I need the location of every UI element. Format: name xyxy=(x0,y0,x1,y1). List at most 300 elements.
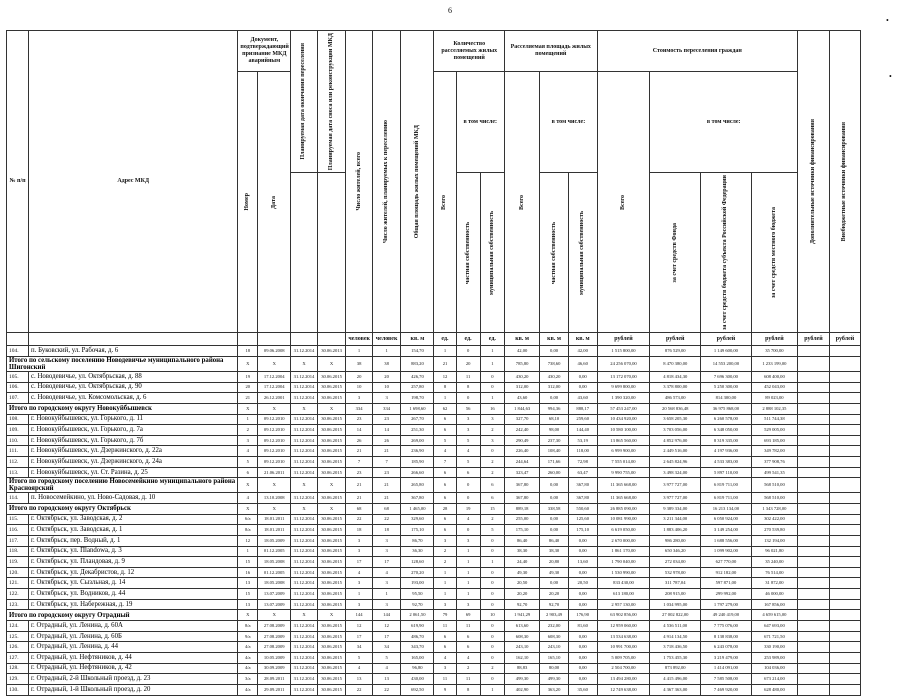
row-cell: 10 xyxy=(480,610,504,621)
row-cell: 19 xyxy=(238,371,258,382)
row-cell: 0 xyxy=(480,382,504,393)
row-cell: 30.06.2015 xyxy=(317,514,346,525)
row-cell: 42,00 xyxy=(505,346,540,357)
subtotal-label: Итого по городскому округу Новокуйбышевск xyxy=(7,403,238,414)
row-cell: 4 xyxy=(238,493,258,504)
row-cell xyxy=(798,557,830,568)
row-cell: 257,80 xyxy=(401,382,434,393)
subtotal-label: Итого по городскому поселению Новосемейкино муниципального района Красноярский xyxy=(7,478,238,493)
row-cell: 30.06.2015 xyxy=(317,589,346,600)
row-number: 115. xyxy=(7,514,29,525)
row-cell: 6 xyxy=(456,467,480,478)
header-count-in-that: в том числе: xyxy=(456,72,505,173)
row-cell: 35,60 xyxy=(568,684,597,695)
row-cell: 14 xyxy=(346,425,372,436)
row-cell: 13 172 070,00 xyxy=(597,371,650,382)
row-cell: 627 770,00 xyxy=(701,557,752,568)
header-cost-in-that: в том числе: xyxy=(650,72,798,173)
row-cell: 144 xyxy=(372,610,401,621)
row-cell: 80,00 xyxy=(540,663,569,674)
row-cell: 4 xyxy=(434,652,456,663)
row-cell: 56 xyxy=(456,403,480,414)
row-cell: 17 xyxy=(372,631,401,642)
row-cell: 31.12.2014 xyxy=(291,535,317,546)
row-cell xyxy=(798,493,830,504)
row-cell: 7 xyxy=(434,457,456,468)
row-cell: 3 xyxy=(434,663,456,674)
row-cell: 532 978,00 xyxy=(650,567,701,578)
row-cell: 0 xyxy=(480,446,504,457)
row-cell: 63,47 xyxy=(568,467,597,478)
row-number: 120. xyxy=(7,567,29,578)
row-cell: 30.06.2015 xyxy=(317,467,346,478)
row-cell: 334 xyxy=(346,403,372,414)
row-cell: 0 xyxy=(456,393,480,404)
row-cell: 7 775 076,00 xyxy=(701,621,752,632)
unit-cell: рублей xyxy=(597,333,650,346)
row-cell: 30.06.2015 xyxy=(317,642,346,653)
header-extra-sources: Дополнительные источники финансирования xyxy=(810,119,816,245)
row-cell: 0 xyxy=(456,478,480,493)
row-number: 107. xyxy=(7,393,29,404)
row-cell: 1 xyxy=(456,557,480,568)
row-cell: 1 xyxy=(346,346,372,357)
row-cell xyxy=(798,567,830,578)
row-cell: 0 xyxy=(480,535,504,546)
header-area-total-resettle: Всего xyxy=(518,194,525,210)
row-cell: 251,30 xyxy=(401,425,434,436)
row-number: 111. xyxy=(7,446,29,457)
row-cell: 144 xyxy=(346,610,372,621)
row-cell: 30.06.2015 xyxy=(317,446,346,457)
row-cell: 1 xyxy=(480,557,504,568)
row-address: г. Новокуйбышевск, ул. Дзержинского, д. 22а xyxy=(29,446,238,457)
row-cell: 0 xyxy=(480,631,504,642)
row-cell xyxy=(798,457,830,468)
header-planned-demolish: Планируемая дата сноса или реконструкции МКД xyxy=(328,33,335,171)
row-cell: 10 991 700,00 xyxy=(597,642,650,653)
header-doc-group: Документ, подтверждающий признание МКД аварийным xyxy=(238,31,291,72)
row-cell: 14 553 200,00 xyxy=(701,356,752,371)
row-cell: 7 469 920,00 xyxy=(701,684,752,695)
row-cell: 2 061,50 xyxy=(401,610,434,621)
header-cost-total: Всего xyxy=(619,194,626,210)
table-row xyxy=(7,642,861,653)
row-cell: 18 xyxy=(346,525,372,536)
row-cell: 265,80 xyxy=(401,478,434,493)
subtotal-label: Итого по сельскому поселению Новодевичье муниципального района Шигонский xyxy=(7,356,238,371)
row-cell: 19 xyxy=(456,504,480,515)
row-cell: 7 555 014,00 xyxy=(597,457,650,468)
header-cost-group: Стоимость переселения граждан xyxy=(597,31,797,72)
row-cell: 10 434 920,00 xyxy=(597,414,650,425)
row-cell: 23 xyxy=(346,414,372,425)
row-cell: 4 xyxy=(238,446,258,457)
row-cell: 38 xyxy=(372,356,401,371)
row-cell: 31.12.2014 xyxy=(291,599,317,610)
row-cell: 1 797 279,00 xyxy=(701,599,752,610)
row-cell: 96 021,80 xyxy=(751,546,797,557)
row-number: 106. xyxy=(7,382,29,393)
row-cell: 5 xyxy=(434,435,456,446)
row-cell: X xyxy=(258,504,291,515)
row-cell: 0 xyxy=(480,674,504,685)
row-cell: 0,00 xyxy=(568,567,597,578)
row-cell: 4 xyxy=(434,446,456,457)
row-cell: 613 180,00 xyxy=(597,589,650,600)
row-cell: 5 xyxy=(372,652,401,663)
row-cell: 30.06.2015 xyxy=(317,457,346,468)
row-cell: 11 xyxy=(434,621,456,632)
row-cell: 0 xyxy=(480,578,504,589)
row-cell: 11 365 668,00 xyxy=(597,478,650,493)
row-cell xyxy=(829,578,860,589)
row-cell: 21 xyxy=(238,393,258,404)
row-cell: 5 xyxy=(456,435,480,446)
row-cell: 2 xyxy=(434,557,456,568)
row-cell: 0,00 xyxy=(540,525,569,536)
table-row xyxy=(7,663,861,674)
row-cell: 4 852 976,00 xyxy=(650,435,701,446)
row-cell: 31.12.2014 xyxy=(291,684,317,695)
row-cell: 53,19 xyxy=(568,435,597,446)
row-cell: 311 787,04 xyxy=(650,578,701,589)
row-cell: 20 xyxy=(346,371,372,382)
row-cell: 3 xyxy=(456,425,480,436)
header-count-private: частная собственность xyxy=(464,221,471,284)
row-cell: 118,00 xyxy=(568,446,597,457)
row-cell: 104 036,00 xyxy=(751,663,797,674)
row-cell: 1 233 199,00 xyxy=(751,356,797,371)
row-cell: 6 xyxy=(480,478,504,493)
row-cell: 1 465,00 xyxy=(401,504,434,515)
row-number: 123. xyxy=(7,599,29,610)
row-cell: 1 xyxy=(434,589,456,600)
row-cell: 3 xyxy=(238,435,258,446)
row-cell: 68 xyxy=(372,504,401,515)
row-cell: 5 xyxy=(238,457,258,468)
table-row xyxy=(7,621,861,632)
row-cell: 16 xyxy=(480,403,504,414)
row-cell: 367,80 xyxy=(505,493,540,504)
row-cell: X xyxy=(317,403,346,414)
row-cell: 20,20 xyxy=(540,589,569,600)
row-cell: 6 xyxy=(238,467,258,478)
row-address: с. Новодевичье, ул. Октябрьская, д. 90 xyxy=(29,382,238,393)
row-cell xyxy=(798,382,830,393)
header-count-group: Количество расселяемых жилых помещений xyxy=(434,31,505,72)
row-cell: 38,30 xyxy=(505,546,540,557)
row-cell: 20 568 836,48 xyxy=(650,403,701,414)
row-cell: 3/а xyxy=(238,674,258,685)
row-cell: X xyxy=(238,478,258,493)
row-cell: 6 050 924,00 xyxy=(701,514,752,525)
table-row xyxy=(7,631,861,642)
row-cell: 175,10 xyxy=(505,525,540,536)
row-number: 129. xyxy=(7,674,29,685)
row-cell: 76 514,00 xyxy=(751,567,797,578)
subtotal-row xyxy=(7,403,861,414)
row-cell: 17 xyxy=(346,631,372,642)
row-cell: 1 941,29 xyxy=(505,610,540,621)
row-cell xyxy=(798,514,830,525)
row-cell: 68 xyxy=(346,504,372,515)
row-cell xyxy=(798,652,830,663)
row-cell: 198,70 xyxy=(401,393,434,404)
row-cell xyxy=(798,356,830,371)
row-cell: 5 xyxy=(480,525,504,536)
row-cell: 21 xyxy=(346,493,372,504)
row-cell: 2 xyxy=(456,663,480,674)
row-cell: 12 xyxy=(238,535,258,546)
row-cell: X xyxy=(317,478,346,493)
row-number: 109. xyxy=(7,425,29,436)
row-cell: 09.12.2010 xyxy=(258,425,291,436)
table-row xyxy=(7,567,861,578)
row-cell: 334 xyxy=(372,403,401,414)
row-cell xyxy=(829,371,860,382)
row-address: г. Октябрьск, ул. Декабристов, д. 12 xyxy=(29,567,238,578)
header-doc-date: Дата xyxy=(270,195,277,209)
row-cell: X xyxy=(258,356,291,371)
row-cell: 31.12.2014 xyxy=(291,525,317,536)
row-cell: 26 xyxy=(372,435,401,446)
table-row xyxy=(7,493,861,504)
row-cell: 31 872,00 xyxy=(751,578,797,589)
row-cell: X xyxy=(291,403,317,414)
row-cell: 27.08.2009 xyxy=(258,642,291,653)
row-cell: 486 573,00 xyxy=(650,393,701,404)
row-cell: 270,20 xyxy=(401,567,434,578)
row-cell: 0,00 xyxy=(540,393,569,404)
row-cell: 888,17 xyxy=(568,403,597,414)
row-cell: 24 256 070,00 xyxy=(597,356,650,371)
row-cell: 4 xyxy=(346,663,372,674)
row-cell: 3 xyxy=(372,535,401,546)
row-cell: 3 xyxy=(372,393,401,404)
row-number: 108. xyxy=(7,414,29,425)
subtotal-label: Итого по городскому округу Октябрьск xyxy=(7,504,238,515)
row-cell: 95,50 xyxy=(401,589,434,600)
row-cell: X xyxy=(291,610,317,621)
row-cell: 35 700,00 xyxy=(751,346,797,357)
row-cell: 30.06.2015 xyxy=(317,382,346,393)
row-address: г. Октябрьск, ул. Водников, д. 44 xyxy=(29,589,238,600)
row-cell: 883,20 xyxy=(401,356,434,371)
unit-cell: рублей xyxy=(751,333,797,346)
row-cell: 4 536 511,00 xyxy=(650,621,701,632)
row-cell: 10.05.2009 xyxy=(258,652,291,663)
row-cell: 21.06.2011 xyxy=(258,467,291,478)
row-cell: 7 xyxy=(346,457,372,468)
row-cell: X xyxy=(317,356,346,371)
row-cell: 237,30 xyxy=(540,435,569,446)
row-cell: 0 xyxy=(480,642,504,653)
row-number: 112. xyxy=(7,457,29,468)
header-cost-subject: за счет средств бюджета субъекта Российской Федерации xyxy=(722,175,729,331)
row-cell: 1 xyxy=(456,567,480,578)
row-cell: 30.06.2015 xyxy=(317,414,346,425)
row-cell: 0,00 xyxy=(568,631,597,642)
row-cell: 13 534 638,00 xyxy=(597,631,650,642)
header-area-municipal: муниципальная собственность xyxy=(579,210,586,295)
row-cell: 35 240,00 xyxy=(751,557,797,568)
row-cell: 876 529,00 xyxy=(650,346,701,357)
row-cell: 4 xyxy=(346,567,372,578)
row-cell: 17 xyxy=(346,557,372,568)
row-cell: 11 xyxy=(456,371,480,382)
row-cell xyxy=(829,684,860,695)
row-cell xyxy=(798,642,830,653)
row-cell: 30.06.2015 xyxy=(317,525,346,536)
row-cell: 46,60 xyxy=(568,356,597,371)
row-cell: 31.12.2014 xyxy=(291,631,317,642)
row-cell: 363,20 xyxy=(540,684,569,695)
row-cell: 3 xyxy=(480,435,504,446)
row-cell: 2 957 130,00 xyxy=(597,599,650,610)
row-cell: 30.06.2015 xyxy=(317,546,346,557)
row-cell: 8/а xyxy=(238,621,258,632)
row-cell: 426,70 xyxy=(401,371,434,382)
row-cell: 144,40 xyxy=(568,425,597,436)
row-cell: 86,40 xyxy=(540,535,569,546)
row-cell: 3 xyxy=(372,599,401,610)
row-cell: 6 xyxy=(434,642,456,653)
row-cell: 671 721,50 xyxy=(751,631,797,642)
row-cell: 272 034,00 xyxy=(650,557,701,568)
row-cell xyxy=(798,589,830,600)
row-cell xyxy=(829,642,860,653)
row-cell: 9/а xyxy=(238,631,258,642)
unit-cell: рублей xyxy=(650,333,701,346)
row-cell xyxy=(829,514,860,525)
row-cell: 4 914 134,50 xyxy=(650,631,701,642)
row-cell: 3 703 056,00 xyxy=(650,425,701,436)
row-cell: 17.12.2004 xyxy=(258,382,291,393)
row-cell: 3 xyxy=(346,578,372,589)
row-cell xyxy=(798,346,830,357)
row-cell: 57 453 247,00 xyxy=(597,403,650,414)
row-cell: 23 xyxy=(372,467,401,478)
row-cell: 167 856,00 xyxy=(751,599,797,610)
row-cell: 8 xyxy=(434,382,456,393)
row-cell: 27.08.2009 xyxy=(258,631,291,642)
row-number: 118. xyxy=(7,546,29,557)
row-cell: 3 xyxy=(456,414,480,425)
row-cell: 31.12.2014 xyxy=(291,446,317,457)
row-cell xyxy=(829,504,860,515)
row-cell: 31.12.2014 xyxy=(291,425,317,436)
row-cell: 1 149 600,00 xyxy=(701,346,752,357)
row-cell: 0,00 xyxy=(568,674,597,685)
row-address: г. Октябрьск, ул. Сызльная, д. 14 xyxy=(29,578,238,589)
row-address: г. Отрадный, ул. Ленина, д. 60Б xyxy=(29,631,238,642)
row-cell: 613,60 xyxy=(505,621,540,632)
row-cell: 608,30 xyxy=(540,631,569,642)
row-cell: 30.06.2015 xyxy=(317,435,346,446)
header-count-municipal: муниципальная собственность xyxy=(488,210,495,295)
row-cell: 8 138 838,00 xyxy=(701,631,752,642)
row-cell: 6 619 050,00 xyxy=(597,525,650,536)
row-cell: 1 xyxy=(238,414,258,425)
row-cell: 30.06.2013 xyxy=(317,346,346,357)
row-cell: 09.06.2008 xyxy=(258,346,291,357)
row-cell: 4 367 363,00 xyxy=(650,684,701,695)
row-cell: 1 xyxy=(434,346,456,357)
row-cell: 1 844,63 xyxy=(505,403,540,414)
table-row xyxy=(7,425,861,436)
row-cell xyxy=(829,403,860,414)
row-cell: 3 xyxy=(434,599,456,610)
row-cell: 175,10 xyxy=(568,525,597,536)
row-cell: 6/а xyxy=(238,514,258,525)
row-cell: 30.06.2015 xyxy=(317,621,346,632)
row-cell: 11 xyxy=(456,674,480,685)
row-cell: 568 510,00 xyxy=(751,478,797,493)
row-cell: 8 xyxy=(456,684,480,695)
row-cell: 2 xyxy=(480,457,504,468)
row-number: 130. xyxy=(7,684,29,695)
row-cell: 452 043,00 xyxy=(751,382,797,393)
row-cell: 6 819 711,00 xyxy=(701,478,752,493)
row-cell xyxy=(829,546,860,557)
row-cell: X xyxy=(258,403,291,414)
row-address: с. Новодевичье, ул. Комсомольская, д. 6 xyxy=(29,393,238,404)
row-cell: 3 977 727,00 xyxy=(650,478,701,493)
row-cell: 833 430,00 xyxy=(597,578,650,589)
row-cell: 7 xyxy=(372,457,401,468)
header-residents-total: Число жителей, всего xyxy=(355,152,362,211)
row-cell: 6 243 078,00 xyxy=(701,642,752,653)
row-cell: 30.06.2015 xyxy=(317,674,346,685)
row-cell: 208 915,00 xyxy=(650,589,701,600)
row-cell: 343,70 xyxy=(401,642,434,653)
row-number: 121. xyxy=(7,578,29,589)
row-cell: 568 510,00 xyxy=(751,493,797,504)
row-cell: 31.12.2014 xyxy=(291,663,317,674)
row-cell: 4 533 383,00 xyxy=(701,457,752,468)
row-cell: 3 xyxy=(456,535,480,546)
row-cell: 13,60 xyxy=(568,557,597,568)
row-cell: 09.12.2010 xyxy=(258,435,291,446)
scan-speck: • xyxy=(886,16,889,25)
row-cell: 15 xyxy=(238,589,258,600)
row-cell: 20 xyxy=(238,382,258,393)
row-number: 124. xyxy=(7,621,29,632)
row-cell: 873 892,00 xyxy=(650,663,701,674)
row-cell: 367,80 xyxy=(568,493,597,504)
row-cell: 1 xyxy=(434,393,456,404)
row-cell: 330 190,00 xyxy=(751,642,797,653)
table-row xyxy=(7,674,861,685)
row-cell: 96,80 xyxy=(401,663,434,674)
table-row xyxy=(7,371,861,382)
row-cell: 4 xyxy=(456,652,480,663)
row-cell: 0,00 xyxy=(568,663,597,674)
table-row xyxy=(7,435,861,446)
row-cell: 994,36 xyxy=(540,403,569,414)
row-cell: 323,47 xyxy=(505,467,540,478)
row-cell: 329,60 xyxy=(401,514,434,525)
row-cell: 253 989,00 xyxy=(751,652,797,663)
unit-cell: человек xyxy=(346,333,372,346)
row-cell: 31.12.2014 xyxy=(291,652,317,663)
row-cell: 1 xyxy=(480,346,504,357)
row-cell: 13 xyxy=(238,578,258,589)
row-cell: 499 541,35 xyxy=(751,467,797,478)
row-cell: 1 390 320,00 xyxy=(597,393,650,404)
row-cell: 290,49 xyxy=(505,435,540,446)
